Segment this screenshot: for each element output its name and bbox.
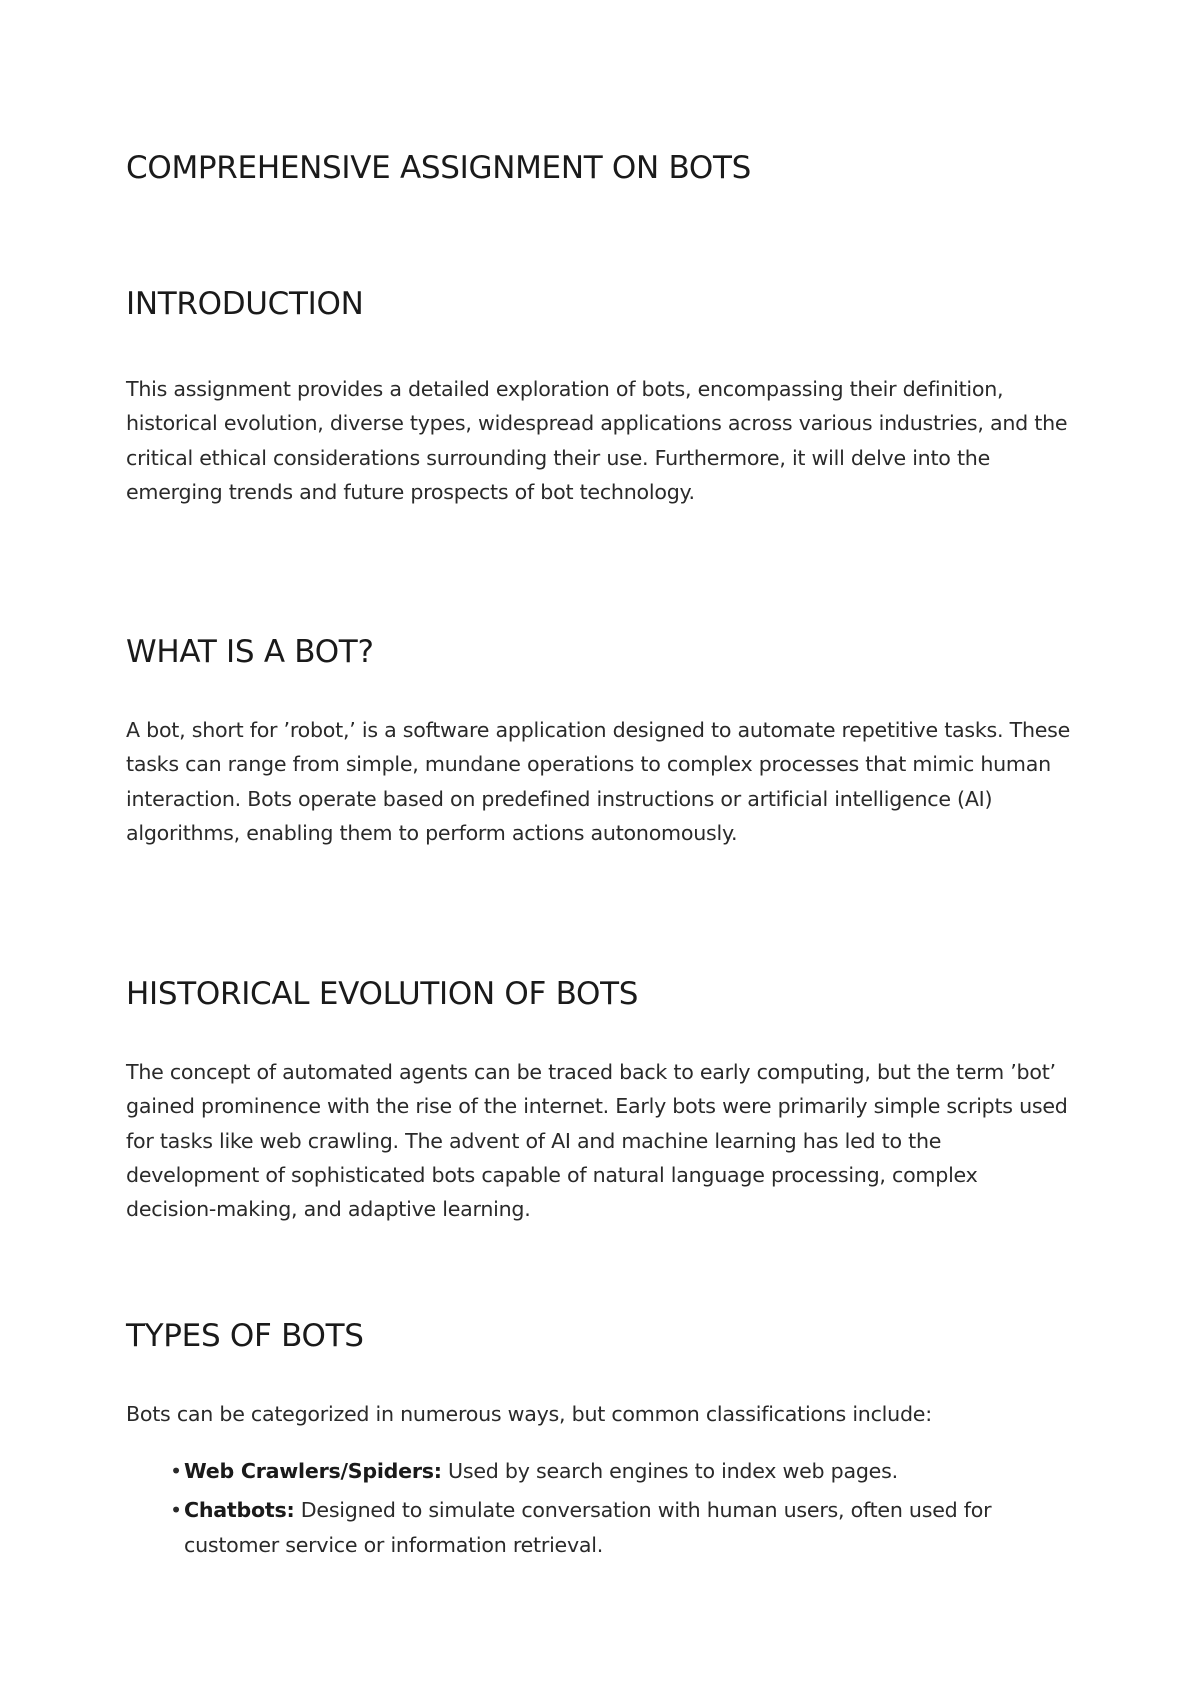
section-paragraph-what-is-a-bot: A bot, short for ’robot,’ is a software application designed to automate repetitive tasks. These tasks can range from simple, mundane operations to complex processes that mimic human interaction. Bots operate based on predefined instructions or artificial intelligence (AI) algorithms, enabling them to perform actions autonomously.	[126, 718, 1071, 845]
list-item-term: Web Crawlers/Spiders:	[184, 1459, 442, 1483]
bot-types-list	[170, 1454, 1070, 1567]
list-item-text: Used by search engines to index web pages.	[441, 1459, 898, 1483]
bullet-icon: •	[170, 1498, 182, 1523]
document-title: COMPREHENSIVE ASSIGNMENT ON BOTS	[126, 150, 751, 186]
section-heading-introduction: INTRODUCTION	[126, 286, 364, 322]
section-paragraph-introduction: This assignment provides a detailed exploration of bots, encompassing their definition, historical evolution, diverse types, widespread applications across various industries, and the critical ethical considerations surrounding their use. Furthermore, it will delve into the emerging trends and future prospects of bot technology.	[126, 377, 1068, 504]
list-item	[170, 1493, 1070, 1562]
section-heading-what-is-a-bot: WHAT IS A BOT?	[126, 634, 374, 670]
list-item-term: Chatbots:	[184, 1498, 295, 1523]
list-item-text: Designed to simulate conversation with human users, often used for customer service or information retrieval.	[184, 1498, 992, 1557]
section-heading-historical-evolution: HISTORICAL EVOLUTION OF BOTS	[126, 976, 639, 1012]
section-paragraph-historical-evolution: The concept of automated agents can be traced back to early computing, but the term ’bot’ gained prominence with the rise of the internet. Early bots were primarily simple scripts used for tasks like web crawling. The advent of AI and machine learning has led to the development of sophisticated bots capable of natural language processing, complex decision-making, and adaptive learning.	[126, 1060, 1068, 1222]
section-paragraph-types-of-bots: Bots can be categorized in numerous ways, but common classifications include:	[126, 1402, 932, 1426]
bullet-icon: •	[170, 1459, 182, 1483]
list-item	[170, 1454, 1070, 1488]
section-heading-types-of-bots: TYPES OF BOTS	[126, 1318, 364, 1354]
